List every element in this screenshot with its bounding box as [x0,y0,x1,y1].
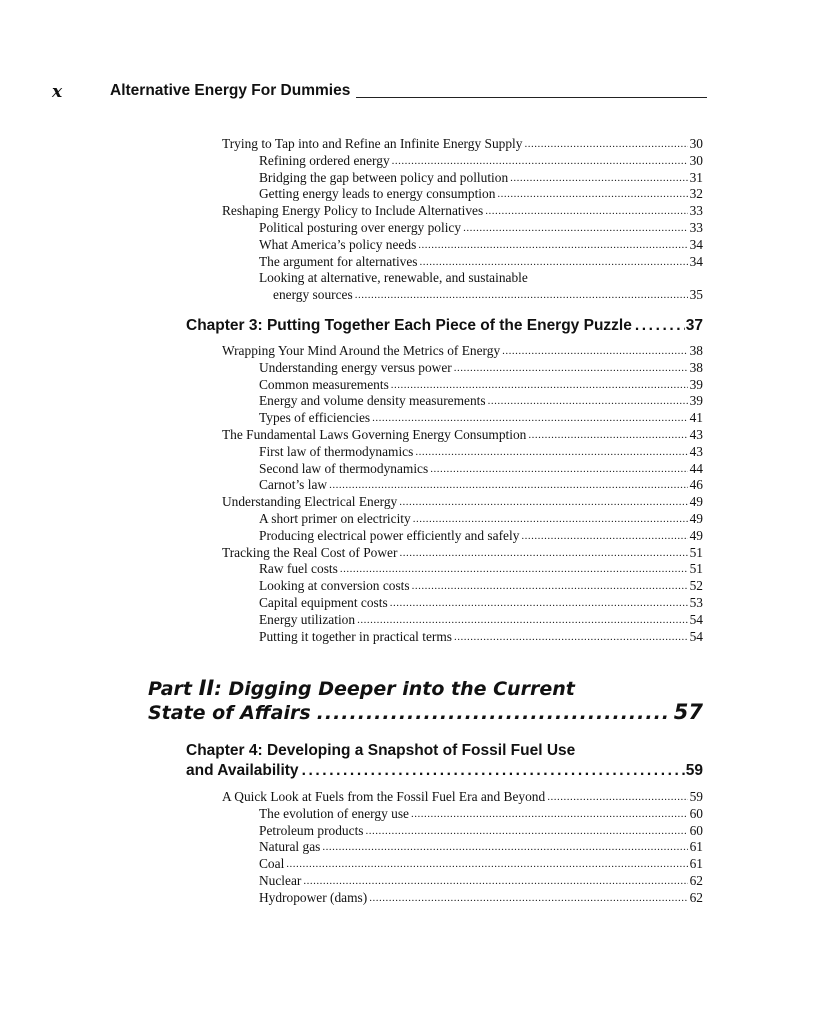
entry-page: 43 [689,443,703,459]
toc-subsection-entry [259,577,703,594]
entry-page: 49 [689,494,703,510]
page-number: x [52,82,63,102]
toc-subsection-entry [273,286,703,303]
toc-section-entry [222,342,703,359]
toc-subsection-entry [259,889,703,906]
entry-page: 54 [689,628,703,644]
dot-leader [454,627,688,646]
entry-title: A short primer on electricity [259,511,411,526]
entry-title: Coal [259,856,285,872]
entry-page: 49 [689,527,703,543]
entry-page: 54 [689,611,703,627]
entry-page: 34 [689,253,703,269]
part-title-line1: Part II: Digging Deeper into the Current [148,676,575,700]
toc-subsection-entry [259,269,703,286]
toc-subsection-entry [259,822,703,839]
entry-page: 51 [689,544,703,560]
entry-title: Producing electrical power efficiently and safely [259,527,520,543]
toc-subsection-entry [259,253,703,270]
toc-subsection-entry [259,628,703,645]
part-2-heading [148,676,703,724]
toc-subsection-entry [259,527,703,544]
entry-title: Putting it together in practical terms [259,628,453,644]
entry-page: 52 [689,578,703,594]
book-title: Alternative Energy For Dummies [110,82,351,99]
entry-page: 39 [689,393,703,409]
toc-section-entry [222,202,703,219]
toc-subsection-entry [259,443,703,460]
entry-title: Energy and volume density measurements [259,393,486,409]
entry-title: Hydropower (dams) [259,889,368,905]
entry-title: Second law of thermodynamics [259,460,429,476]
toc-subsection-entry [259,594,703,611]
entry-page: 38 [689,343,703,358]
toc-subsection-entry [259,219,703,236]
chapter-page: 59 [685,762,703,779]
entry-page: 60 [689,805,703,821]
toc-subsection-entry [259,409,703,426]
entry-title: Carnot’s law [259,477,328,493]
toc-subsection-entry [259,805,703,822]
entry-page: 33 [689,203,703,219]
entry-page: 30 [689,136,703,151]
dot-leader [317,702,668,724]
toc-subsection-entry [259,855,703,872]
entry-page: 59 [689,789,703,804]
part-title-line2: State of Affairs ..... 57 [148,700,703,724]
entry-page: 62 [689,873,703,888]
entry-page: 60 [689,822,703,838]
entry-title: Tracking the Real Cost of Power [222,544,398,560]
entry-title: Looking at conversion costs [259,578,410,594]
entry-title: energy sources [273,287,353,303]
entry-page: 44 [689,460,703,476]
entry-page: 38 [689,359,703,375]
toc-section-entry [222,788,703,805]
toc-section-entry [222,135,703,152]
running-header [52,82,707,104]
toc-subsection-entry [259,185,703,202]
entry-page: 31 [689,169,703,185]
chapter-title-line2: and Availability ..... 59 [186,762,703,780]
part-page: 57 [673,700,703,724]
chapter-title-line1: Chapter 4: Developing a Snapshot of Fossil Fuel Use [186,742,576,759]
entry-title: Petroleum products [259,822,364,838]
chapter-page: 37 [685,317,703,334]
dot-leader [635,317,685,335]
toc-section-entry [222,544,703,561]
entry-title: A Quick Look at Fuels from the Fossil Fuel Era and Beyond [222,789,546,804]
entry-title: Energy utilization [259,611,356,627]
entry-title: Raw fuel costs [259,561,338,577]
toc-subsection-entry [259,152,703,169]
toc-subsection-entry [259,838,703,855]
toc-subsection-entry [259,460,703,477]
entry-title: Looking at alternative, renewable, and sustainable [259,270,528,286]
entry-title: Capital equipment costs [259,595,388,610]
entry-page: 49 [689,511,703,526]
entry-title: The Fundamental Laws Governing Energy Consumption [222,427,527,442]
dot-leader [369,888,687,907]
entry-title: Nuclear [259,873,302,888]
entry-title: Natural gas [259,839,321,855]
entry-title: Trying to Tap into and Refine an Infinite Energy Supply [222,136,523,151]
entry-title: Reshaping Energy Policy to Include Alternatives [222,203,484,219]
entry-title: Common measurements [259,376,389,392]
entry-title: Political posturing over energy policy [259,220,462,235]
entry-page: 61 [689,839,703,855]
toc-subsection-entry [259,359,703,376]
entry-page: 51 [689,561,703,577]
toc-section-entry [222,493,703,510]
entry-title: Getting energy leads to energy consumption [259,186,496,202]
entry-title: The evolution of energy use [259,805,409,821]
entry-page: 32 [689,186,703,202]
entry-title: Wrapping Your Mind Around the Metrics of Energy [222,343,501,358]
entry-title: Understanding energy versus power [259,359,452,375]
header-rule [356,97,707,98]
entry-title: Types of efficiencies [259,410,371,426]
entry-page: 43 [689,427,703,442]
toc-subsection-entry [259,611,703,628]
toc-section-entry [222,426,703,443]
entry-page: 61 [689,856,703,872]
entry-page: 33 [689,220,703,235]
toc-subsection-entry [259,236,703,253]
toc-subsection-entry [259,872,703,889]
toc-subsection-entry [259,476,703,493]
entry-page: 34 [689,236,703,252]
entry-page: 35 [689,287,703,303]
entry-page: 39 [689,376,703,392]
chapter-3-heading [186,317,703,335]
entry-title: First law of thermodynamics [259,443,414,459]
entry-page: 41 [689,410,703,426]
dot-leader [355,285,688,304]
toc-subsection-entry [259,392,703,409]
entry-page: 30 [689,152,703,168]
dot-leader [302,762,685,780]
entry-title: The argument for alternatives [259,253,418,269]
toc-subsection-entry [259,169,703,186]
toc-subsection-entry [259,560,703,577]
toc-subsection-entry [259,510,703,527]
entry-page: 62 [689,889,703,905]
dot-leader [420,252,688,271]
entry-title: Refining ordered energy [259,152,390,168]
entry-title: Bridging the gap between policy and pollution [259,169,509,185]
chapter-4-heading [186,742,703,780]
entry-page: 46 [689,477,703,493]
toc-subsection-entry [259,376,703,393]
chapter-title: Chapter 3: Putting Together Each Piece of the Energy Puzzle [186,317,632,334]
entry-page: 53 [689,595,703,610]
entry-title: What America’s policy needs [259,236,417,252]
entry-title: Understanding Electrical Energy [222,494,398,510]
